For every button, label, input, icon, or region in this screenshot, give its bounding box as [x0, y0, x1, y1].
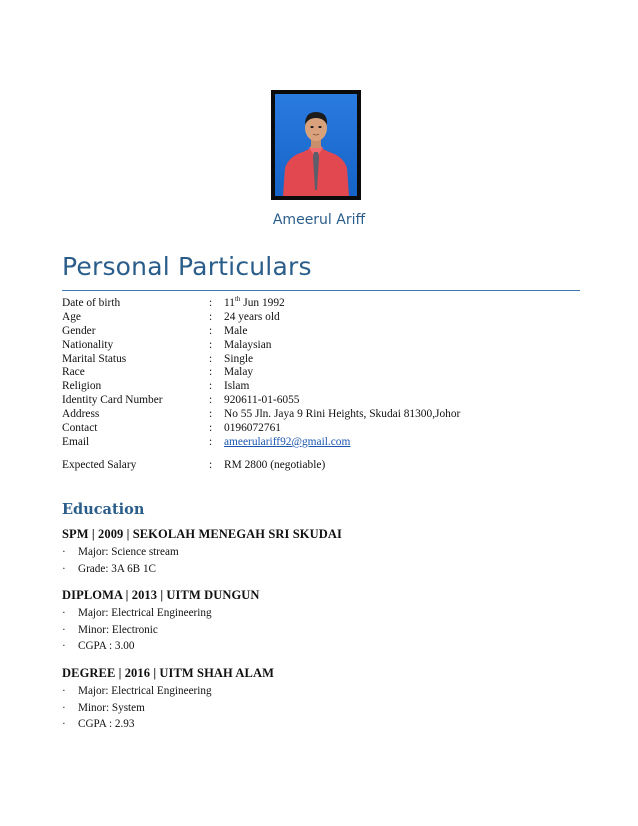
education-entry-diploma	[62, 587, 582, 655]
detail-label: Identity Card Number	[62, 394, 163, 407]
detail-label: Gender	[62, 324, 96, 337]
detail-value: Malaysian	[224, 338, 272, 351]
detail-row-race	[62, 366, 582, 380]
profile-photo-frame	[271, 90, 361, 200]
detail-value: RM 2800 (negotiable)	[224, 458, 326, 471]
education-entry-heading: DIPLOMA | 2013 | UITM DUNGUN	[62, 588, 260, 602]
detail-separator: :	[209, 324, 213, 337]
education-item: · Major: Electrical Engineering	[62, 607, 212, 619]
education-entry-heading: DEGREE | 2016 | UITM SHAH ALAM	[62, 666, 274, 680]
detail-row-expected-salary	[62, 459, 582, 473]
education-item: · CGPA : 2.93	[62, 718, 135, 730]
personal-details-list	[62, 297, 582, 473]
education-item: · Minor: Electronic	[62, 623, 158, 636]
detail-separator: :	[209, 366, 213, 379]
detail-row-identity-card	[62, 394, 582, 408]
detail-label: Contact	[62, 422, 98, 435]
education-entry-degree	[62, 665, 582, 733]
education-entry-heading: SPM | 2009 | SEKOLAH MENEGAH SRI SKUDAI	[62, 527, 342, 541]
profile-photo	[275, 94, 357, 196]
detail-row-religion	[62, 380, 582, 394]
detail-row-nationality	[62, 339, 582, 353]
detail-separator: :	[209, 297, 213, 309]
education-item: · Major: Science stream	[62, 546, 179, 558]
detail-separator: :	[209, 310, 213, 323]
detail-label: Race	[62, 366, 85, 379]
education-entry-spm	[62, 526, 582, 577]
detail-label: Date of birth	[62, 297, 121, 309]
detail-separator: :	[209, 422, 213, 435]
detail-row-email	[62, 436, 582, 450]
education-item: · Major: Electrical Engineering	[62, 685, 212, 697]
education-item: · Minor: System	[62, 701, 145, 714]
detail-value: 11th Jun 1992	[224, 295, 285, 309]
detail-value: Male	[224, 324, 248, 337]
email-link[interactable]: ameerulariff92@gmail.com	[224, 435, 351, 448]
candidate-name: Ameerul Ariff	[272, 212, 366, 228]
detail-value: Single	[224, 352, 254, 365]
section-divider	[62, 290, 580, 291]
detail-separator: :	[209, 394, 213, 407]
detail-separator: :	[209, 408, 213, 421]
detail-separator: :	[209, 352, 213, 365]
detail-value: Islam	[224, 380, 250, 393]
detail-row-marital-status	[62, 353, 582, 367]
detail-row-date-of-birth	[62, 297, 582, 311]
detail-row-contact	[62, 422, 582, 436]
detail-value: 0196072761	[224, 422, 281, 435]
detail-separator: :	[209, 338, 213, 351]
detail-label: Marital Status	[62, 352, 127, 365]
detail-value: 24 years old	[224, 310, 280, 323]
detail-label: Address	[62, 408, 100, 421]
education-item: · CGPA : 3.00	[62, 640, 135, 652]
detail-label: Age	[62, 310, 81, 323]
personal-particulars-heading: Personal Particulars	[62, 252, 312, 281]
education-heading: Education	[62, 501, 145, 518]
detail-row-address	[62, 408, 582, 422]
detail-separator: :	[209, 458, 213, 471]
detail-label: Nationality	[62, 338, 114, 351]
detail-separator: :	[209, 380, 213, 393]
detail-row-gender	[62, 325, 582, 339]
detail-label: Expected Salary	[62, 458, 137, 471]
detail-row-age	[62, 311, 582, 325]
education-item: · Grade: 3A 6B 1C	[62, 562, 156, 575]
detail-value: 920611-01-6055	[224, 394, 300, 407]
detail-value: Malay	[224, 366, 254, 379]
detail-label: Religion	[62, 380, 102, 393]
detail-value: No 55 Jln. Jaya 9 Rini Heights, Skudai 81300,Johor	[224, 408, 461, 421]
detail-separator: :	[209, 435, 213, 448]
detail-label: Email	[62, 435, 90, 448]
